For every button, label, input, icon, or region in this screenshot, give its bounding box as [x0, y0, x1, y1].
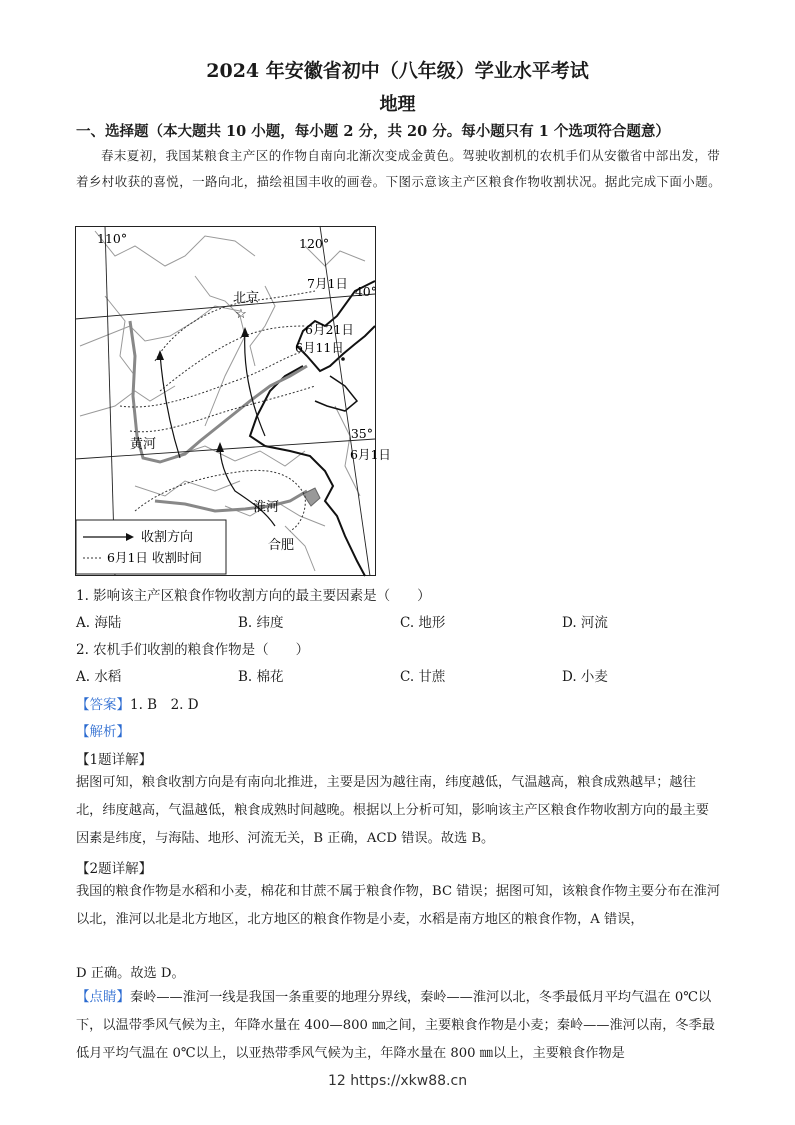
subject-title: 地理: [379, 94, 416, 115]
tip-text: 秦岭——淮河一线是我国一条重要的地理分界线，秦岭——淮河以北，冬季最低月平均气温在 0℃以下，以温带季风气候为主，年降水量在 400—800 ㎜之间，主要粮食作物是小麦；秦岭——淮河以南，冬季最低月平均气温在 0℃以上，以亚热带季风气候为主，年降水量在 800 ㎜以上，主要粮食作物是: [76, 990, 715, 1061]
date-jul-1: 7月1日: [307, 276, 348, 291]
exam-title: 2024 年安徽省初中（八年级）学业水平考试: [206, 60, 589, 82]
section-heading: 一、选择题（本大题共 10 小题，每小题 2 分，共 20 分。每小题只有 1 个选项符合题意）: [76, 123, 670, 140]
page-footer: 12 https://xkw88.cn: [327, 1073, 468, 1089]
q1-option-a: A. 海陆: [76, 615, 122, 631]
q2-option-c: C. 甘蔗: [400, 669, 446, 685]
q2-option-d: D. 小麦: [562, 669, 608, 685]
tip-paragraph: [76, 983, 722, 1068]
place-beijing: 北京: [233, 291, 260, 306]
city-dot: [341, 357, 345, 361]
q1-option-b: B. 纬度: [238, 615, 284, 631]
answer-line: [76, 693, 199, 713]
date-jun-21: 6月21日: [305, 322, 354, 337]
q1-option-d: D. 河流: [562, 615, 608, 631]
q1-option-c: C. 地形: [400, 615, 446, 631]
analysis-tag: 【解析】: [76, 724, 130, 740]
q2-detail-text: 我国的粮食作物是水稻和小麦，棉花和甘蔗不属于粮食作物，BC 错误；据图可知，该粮食作物主要分布在淮河以北，淮河以北是北方地区，北方地区的粮食作物是小麦，水稻是南方地区的粮食作物，A 错误，: [76, 884, 721, 927]
lat-label-35: 35°: [350, 426, 373, 441]
q2-detail-heading: 【2题详解】: [76, 861, 153, 877]
date-jun-1: 6月1日: [350, 447, 391, 462]
tip-tag: 【点睛】: [76, 989, 130, 1005]
question-1-stem: 1. 影响该主产区粮食作物收割方向的最主要因素是（ ）: [76, 588, 431, 604]
beijing-star-icon: ☆: [235, 307, 247, 322]
answer-text: 1. B 2. D: [130, 697, 199, 713]
question-2-stem: 2. 农机手们收割的粮食作物是（ ）: [76, 642, 310, 658]
legend-line-label: 6月1日 收割时间: [107, 550, 202, 565]
q2-option-a: A. 水稻: [76, 669, 122, 685]
q1-detail-heading: 【1题详解】: [76, 752, 153, 768]
q2-option-b: B. 棉花: [238, 669, 284, 685]
map-legend: [76, 520, 226, 574]
q1-detail-text: 据图可知，粮食收割方向是有南向北推进，主要是因为越往南，纬度越低，气温越高，粮食成熟越早；越往北，纬度越高，气温越低，粮食成熟时间越晚。根据以上分析可知，影响该主产区粮食作物收割方向的最主要因素是纬度，与海陆、地形、河流无关，B 正确，ACD 错误。故选 B。: [76, 775, 709, 846]
date-jun-11: 6月11日: [295, 340, 344, 355]
place-hefei: 合肥: [268, 538, 295, 553]
lon-label-120: 120°: [299, 236, 330, 251]
harvest-map: [75, 226, 391, 576]
lat-label-40: 40°: [354, 284, 377, 299]
place-huai-river: 淮河: [253, 500, 280, 515]
place-yellow-river: 黄河: [130, 437, 157, 452]
lon-label-110: 110°: [97, 231, 128, 246]
q2-detail-text-end: D 正确。故选 D。: [76, 966, 185, 981]
intro-paragraph: 春末夏初，我国某粮食主产区的作物自南向北渐次变成金黄色。驾驶收割机的农机手们从安徽省中部出发，带着乡村收获的喜悦，一路向北，描绘祖国丰收的画卷。下图示意该主产区粮食作物收割状况。据此完成下面小题。: [76, 148, 722, 189]
answer-tag: 【答案】: [76, 697, 130, 713]
legend-arrow-label: 收割方向: [141, 530, 194, 545]
